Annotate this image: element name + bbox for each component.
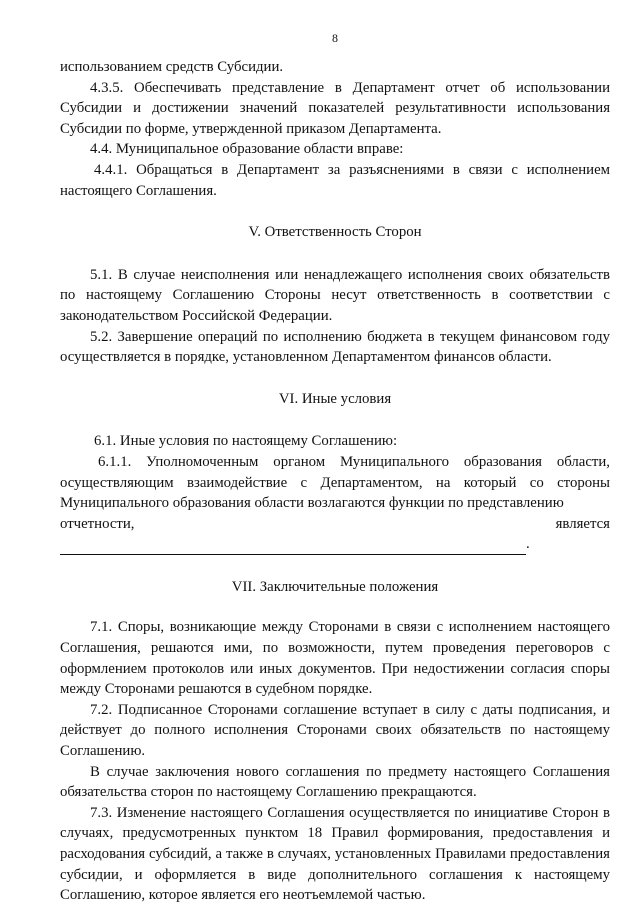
reports-line (60, 514, 610, 535)
paragraph-4-4-1: 4.4.1. Обращаться в Департамент за разъяснениями в связи с исполнением настоящего Соглашения. (60, 161, 610, 199)
paragraph-6-1: 6.1. Иные условия по настоящему Соглашению: (94, 433, 398, 450)
section-v-heading: V. Ответственность Сторон (248, 224, 422, 241)
section-vi-heading: VI. Иные условия (278, 390, 392, 407)
page-number: 8 (332, 31, 338, 45)
paragraph-7-1: 7.1. Споры, возникающие между Сторонами в связи с исполнением настоящего Соглашения, решаются ими, по возможности, путем проведения переговоров с оформлением протоколов или иных документов. При недостижении согласия споры между Сторонами решаются в судебном порядке. (60, 619, 610, 698)
paragraph-4-4: 4.4. Муниципальное образование области вправе: (90, 141, 404, 158)
is-word: является (555, 515, 610, 532)
paragraph-7-2: 7.2. Подписанное Сторонами соглашение вступает в силу с даты подписания, и действует до полного исполнения Сторонами своих обязательств по настоящему Соглашению. (60, 701, 610, 760)
blank-fill-line (60, 534, 610, 555)
paragraph-4-3-5: 4.3.5. Обеспечивать представление в Департамент отчет об использовании Субсидии и достижении значений показателей результативности использования Субсидии по форме, утвержденной приказом Департамента. (60, 79, 610, 137)
blank-underline (60, 542, 526, 555)
blank-period: . (526, 536, 530, 553)
reports-word: отчетности, (60, 515, 135, 532)
document-body (60, 57, 610, 906)
paragraph-5-1: 5.1. В случае неисполнения или ненадлежащего исполнения своих обязательств по настоящему Соглашению Стороны несут ответственность в соответствии с законодательством Российской Федерации. (60, 266, 610, 324)
paragraph-7-3: 7.3. Изменение настоящего Соглашения осуществляется по инициативе Сторон в случаях, предусмотренных пунктом 18 Правил формирования, предоставления и расходования субсидий, а также в случаях, установленных Правилами предоставления субсидии, и оформляется в виде дополнительного соглашения к настоящему Соглашению, которое является его неотъемлемой частью. (60, 804, 610, 904)
paragraph-new-agreement: В случае заключения нового соглашения по предмету настоящего Соглашения обязательства сторон по настоящему Соглашению прекращаются. (60, 763, 610, 801)
paragraph-subsidy-usage-end: использованием средств Субсидии. (60, 59, 284, 75)
section-vii-heading: VII. Заключительные положения (231, 578, 439, 595)
paragraph-5-2: 5.2. Завершение операций по исполнению бюджета в текущем финансовом году осуществляется в порядке, установленном Департаментом финансов области. (60, 328, 610, 366)
paragraph-6-1-1: 6.1.1. Уполномоченным органом Муниципального образования области, осуществляющим взаимодействие с Департаментом, на который со стороны Муниципального образования области возлагаются функции по представлению (60, 453, 610, 512)
